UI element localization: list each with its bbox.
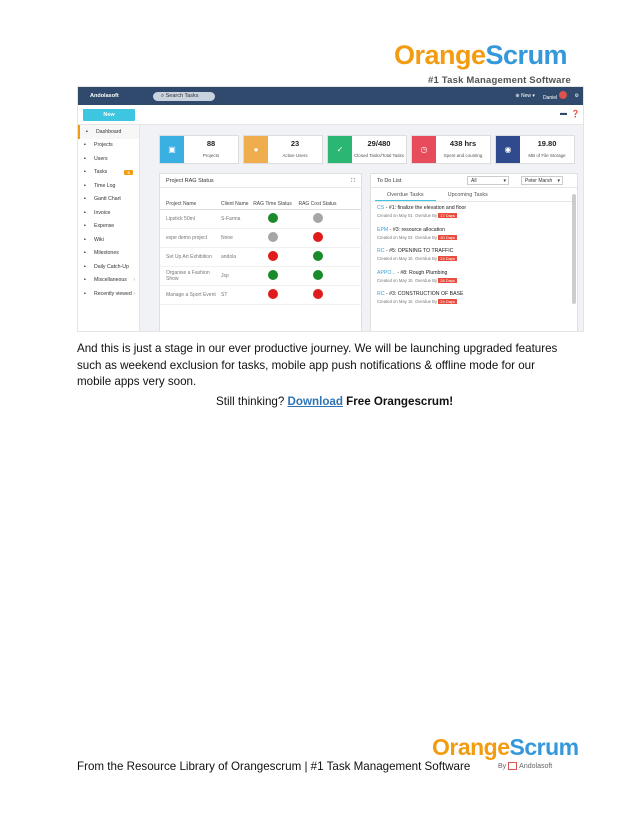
tasks-badge: 5 <box>124 170 133 175</box>
sidebar-item-daily-catch-up[interactable] <box>78 260 139 274</box>
stat-label: Projects <box>202 153 220 158</box>
list-item[interactable] <box>371 245 577 267</box>
sidebar-item-label: Daily Catch-Up <box>94 263 129 270</box>
rag-time-status <box>268 213 278 223</box>
tab-upcoming[interactable]: Upcoming Tasks <box>447 192 488 198</box>
table-row[interactable] <box>160 286 361 305</box>
user-icon: ▪ <box>84 155 86 162</box>
sidebar-item-dashboard[interactable] <box>78 125 139 139</box>
col-client-name: Client Name <box>221 201 249 207</box>
created-date: Created on May 15 <box>377 299 413 304</box>
rag-cost-status <box>313 213 323 223</box>
sidebar-item-wiki[interactable] <box>78 233 139 247</box>
help-icon[interactable]: ❓ <box>571 111 580 118</box>
project-id[interactable]: APPO... <box>377 269 396 276</box>
project-id[interactable]: RC <box>377 291 385 297</box>
stat-value: 88 <box>206 139 216 148</box>
check-icon: ✓ <box>328 136 352 163</box>
by-text: By <box>498 762 507 770</box>
sidebar-item-label: Invoice <box>94 209 111 216</box>
rag-time-status <box>268 270 278 280</box>
assignee-select[interactable]: Peter Marsh ▾ <box>521 176 563 185</box>
task-title[interactable]: - #3: resource allocation <box>388 226 446 233</box>
eye-icon: ▪ <box>84 290 86 297</box>
task-title[interactable]: - #1: finalize the elevation and floor <box>384 205 467 211</box>
company-name: Andolasoft <box>519 762 553 770</box>
rag-panel <box>159 173 362 332</box>
todo-title: To Do List All ▾ Peter Marsh ▾ <box>371 174 577 188</box>
list-item[interactable] <box>371 224 577 246</box>
created-date: Created on May 01 <box>377 213 413 218</box>
rag-cost-status <box>313 251 323 261</box>
stat-value: 29/480 <box>367 139 391 148</box>
project-name[interactable]: Lipstick 50ml <box>166 216 195 222</box>
sidebar-item-miscellaneous[interactable] <box>78 274 139 288</box>
new-menu-label: New <box>521 93 532 99</box>
rag-body <box>160 210 361 305</box>
project-name[interactable]: Set Up Art Exhibition <box>166 254 212 260</box>
list-item[interactable] <box>371 267 577 289</box>
rag-title: Project RAG Status ⛶ <box>160 174 361 188</box>
invoice-icon: ▪ <box>84 209 86 216</box>
created-date: Created on May 02 <box>377 234 413 240</box>
sidebar-item-tasks[interactable] <box>78 166 139 180</box>
overdue-label: Overdue By <box>414 299 438 304</box>
stat-label: Active Users <box>282 153 308 158</box>
stat-value: 23 <box>290 139 300 148</box>
cta-prefix: Still thinking? <box>216 395 288 408</box>
new-menu[interactable]: ⊕ New ▾ <box>515 93 535 99</box>
rag-time-status <box>268 289 278 299</box>
briefcase-icon: ▣ <box>160 136 184 163</box>
list-item[interactable] <box>371 288 577 310</box>
bed-icon[interactable]: ▬ <box>560 110 567 117</box>
overdue-label: Overdue By <box>414 277 438 283</box>
sidebar <box>78 125 140 332</box>
andolasoft-icon <box>508 762 517 770</box>
stat-value: 19.80 <box>537 139 557 148</box>
project-name[interactable]: Organise a Fashion Show <box>166 270 210 282</box>
client-name: None <box>221 235 233 241</box>
sidebar-item-label: Time Log <box>94 182 116 189</box>
avatar <box>559 91 567 99</box>
stat-label: Closed Tasks/Total Tasks <box>353 153 405 158</box>
footer-logo-orange: Orange <box>432 734 510 760</box>
project-name[interactable]: expe demo project <box>166 235 208 241</box>
col-rag-cost: RAG Cost Status <box>298 201 337 207</box>
stat-card[interactable] <box>159 135 239 164</box>
header-tagline: #1 Task Management Software <box>428 75 572 86</box>
cta-line <box>216 395 453 408</box>
stat-label: Spent and counting <box>443 153 483 158</box>
chevron-right-icon: › <box>133 277 135 284</box>
rag-cost-status <box>313 289 323 299</box>
sidebar-item-recently-viewed[interactable] <box>78 287 139 301</box>
stat-card[interactable] <box>327 135 407 164</box>
catchup-icon: ▪ <box>84 263 86 270</box>
overdue-badge: 30 Days <box>440 234 455 240</box>
sidebar-item-label: Tasks <box>94 169 108 176</box>
sidebar-item-milestones[interactable] <box>78 247 139 261</box>
todo-list <box>371 202 577 310</box>
logo-scrum-text: Scrum <box>485 40 568 70</box>
sidebar-item-label: Projects <box>94 142 113 149</box>
project-id[interactable]: RC <box>377 248 385 254</box>
briefcase-icon: ▪ <box>84 142 86 149</box>
rag-time-status <box>268 251 278 261</box>
app-screenshot <box>77 86 584 332</box>
expense-icon: ▪ <box>84 223 86 230</box>
download-link[interactable]: Download <box>287 395 343 408</box>
user-icon: ● <box>244 136 268 163</box>
project-name[interactable]: Manage a Sport Event <box>166 292 216 298</box>
storage-icon: ◉ <box>496 136 520 163</box>
search-input[interactable]: ⌕ Search Tasks <box>153 92 215 101</box>
sidebar-item-gantt-chart[interactable] <box>78 193 139 207</box>
overdue-badge: 17 Days <box>440 213 455 218</box>
logo-orange-text: Orange <box>394 40 486 70</box>
gantt-icon: ▪ <box>84 196 86 203</box>
overdue-badge: 26 Days <box>440 277 455 283</box>
footer-by <box>498 762 552 770</box>
overdue-badge: 24 Days <box>440 299 455 304</box>
clock-icon: ▪ <box>84 182 86 189</box>
filter-select[interactable]: All ▾ <box>467 176 509 185</box>
expand-icon[interactable]: ⛶ <box>351 178 355 184</box>
sidebar-item-invoice[interactable] <box>78 206 139 220</box>
body-paragraph: And this is just a stage in our ever productive journey. We will be launching upgraded features such as weekend exclusion for tasks, mobile app push notifications & offline mode for our mobile apps very soon. <box>77 342 558 389</box>
sidebar-item-time-log[interactable] <box>78 179 139 193</box>
sidebar-item-label: Milestones <box>94 250 119 257</box>
overdue-label: Overdue By <box>414 234 438 240</box>
rag-cost-status <box>313 270 323 280</box>
table-row[interactable] <box>160 210 361 229</box>
sub-toolbar <box>78 105 584 125</box>
client-name: andola <box>221 254 237 260</box>
rag-cost-status <box>313 232 323 242</box>
stat-card[interactable] <box>495 135 575 164</box>
chevron-right-icon: › <box>133 290 135 297</box>
task-title[interactable]: - #5: OPENING TO TRAFFIC <box>384 248 454 254</box>
scrollbar[interactable] <box>572 194 576 304</box>
overdue-label: Overdue By <box>414 256 438 261</box>
user-menu[interactable] <box>543 91 567 101</box>
project-id[interactable]: CS <box>377 205 385 211</box>
sidebar-item-label: Wiki <box>94 236 104 243</box>
misc-icon: ▪ <box>84 277 86 284</box>
stat-label: MB of File Storage <box>528 153 566 158</box>
footer-text: From the Resource Library of Orangescrum | #1 Task Management Software <box>77 760 471 773</box>
table-row[interactable] <box>160 267 361 286</box>
footer-logo <box>432 734 579 761</box>
task-title[interactable]: - #3: CONSTRUCTION OF BASE <box>384 291 464 297</box>
tab-overdue[interactable]: Overdue Tasks <box>375 188 436 201</box>
sidebar-item-expense[interactable] <box>78 220 139 234</box>
sidebar-item-label: Miscellaneous <box>94 277 127 284</box>
footer-logo-scrum: Scrum <box>509 734 579 760</box>
monitor-icon: ▪ <box>86 128 88 135</box>
client-name: S-Farma <box>221 216 241 222</box>
created-date: Created on May 15 <box>377 277 413 283</box>
stat-card[interactable] <box>411 135 491 164</box>
todo-panel <box>370 173 578 332</box>
sidebar-item-users[interactable] <box>78 152 139 166</box>
wiki-icon: ▪ <box>84 236 86 243</box>
stat-value: 438 hrs <box>449 139 477 148</box>
cta-suffix: Free Orangescrum! <box>342 395 454 408</box>
new-button[interactable]: New <box>83 109 135 121</box>
col-rag-time: RAG Time Status <box>253 201 292 207</box>
table-row[interactable] <box>160 229 361 248</box>
stat-card[interactable] <box>243 135 323 164</box>
client-name: Jsp <box>221 273 229 279</box>
sidebar-item-projects[interactable] <box>78 139 139 153</box>
tasks-icon: ▪ <box>84 169 86 176</box>
milestone-icon: ▪ <box>84 250 86 257</box>
sidebar-item-label: Dashboard <box>96 128 122 135</box>
search-placeholder: Search Tasks <box>165 92 199 99</box>
gear-icon[interactable]: ⚙ <box>574 93 579 99</box>
list-item[interactable] <box>371 202 577 224</box>
overdue-label: Overdue By <box>414 213 438 218</box>
sidebar-item-label: Users <box>94 155 108 162</box>
rag-header-row <box>160 188 361 210</box>
sidebar-item-label: Gantt Chart <box>94 196 121 203</box>
orangescrum-logo <box>394 40 567 71</box>
client-name: ST <box>221 292 228 298</box>
task-title[interactable]: - #8: Rough Plumbing <box>395 269 448 276</box>
rag-time-status <box>268 232 278 242</box>
sidebar-item-label: Recently viewed <box>94 290 132 297</box>
todo-tabs <box>375 188 573 202</box>
table-row[interactable] <box>160 248 361 267</box>
brand-name: Andolasoft <box>90 93 119 99</box>
user-name: Daniel <box>542 95 558 101</box>
clock-icon: ◷ <box>412 136 436 163</box>
sidebar-item-label: Expense <box>94 223 115 230</box>
col-project-name: Project Name <box>166 201 197 207</box>
project-id[interactable]: EPM <box>377 226 389 233</box>
top-navbar <box>78 87 584 105</box>
created-date: Created on May 15 <box>377 256 413 261</box>
overdue-badge: 24 Days <box>440 256 455 261</box>
